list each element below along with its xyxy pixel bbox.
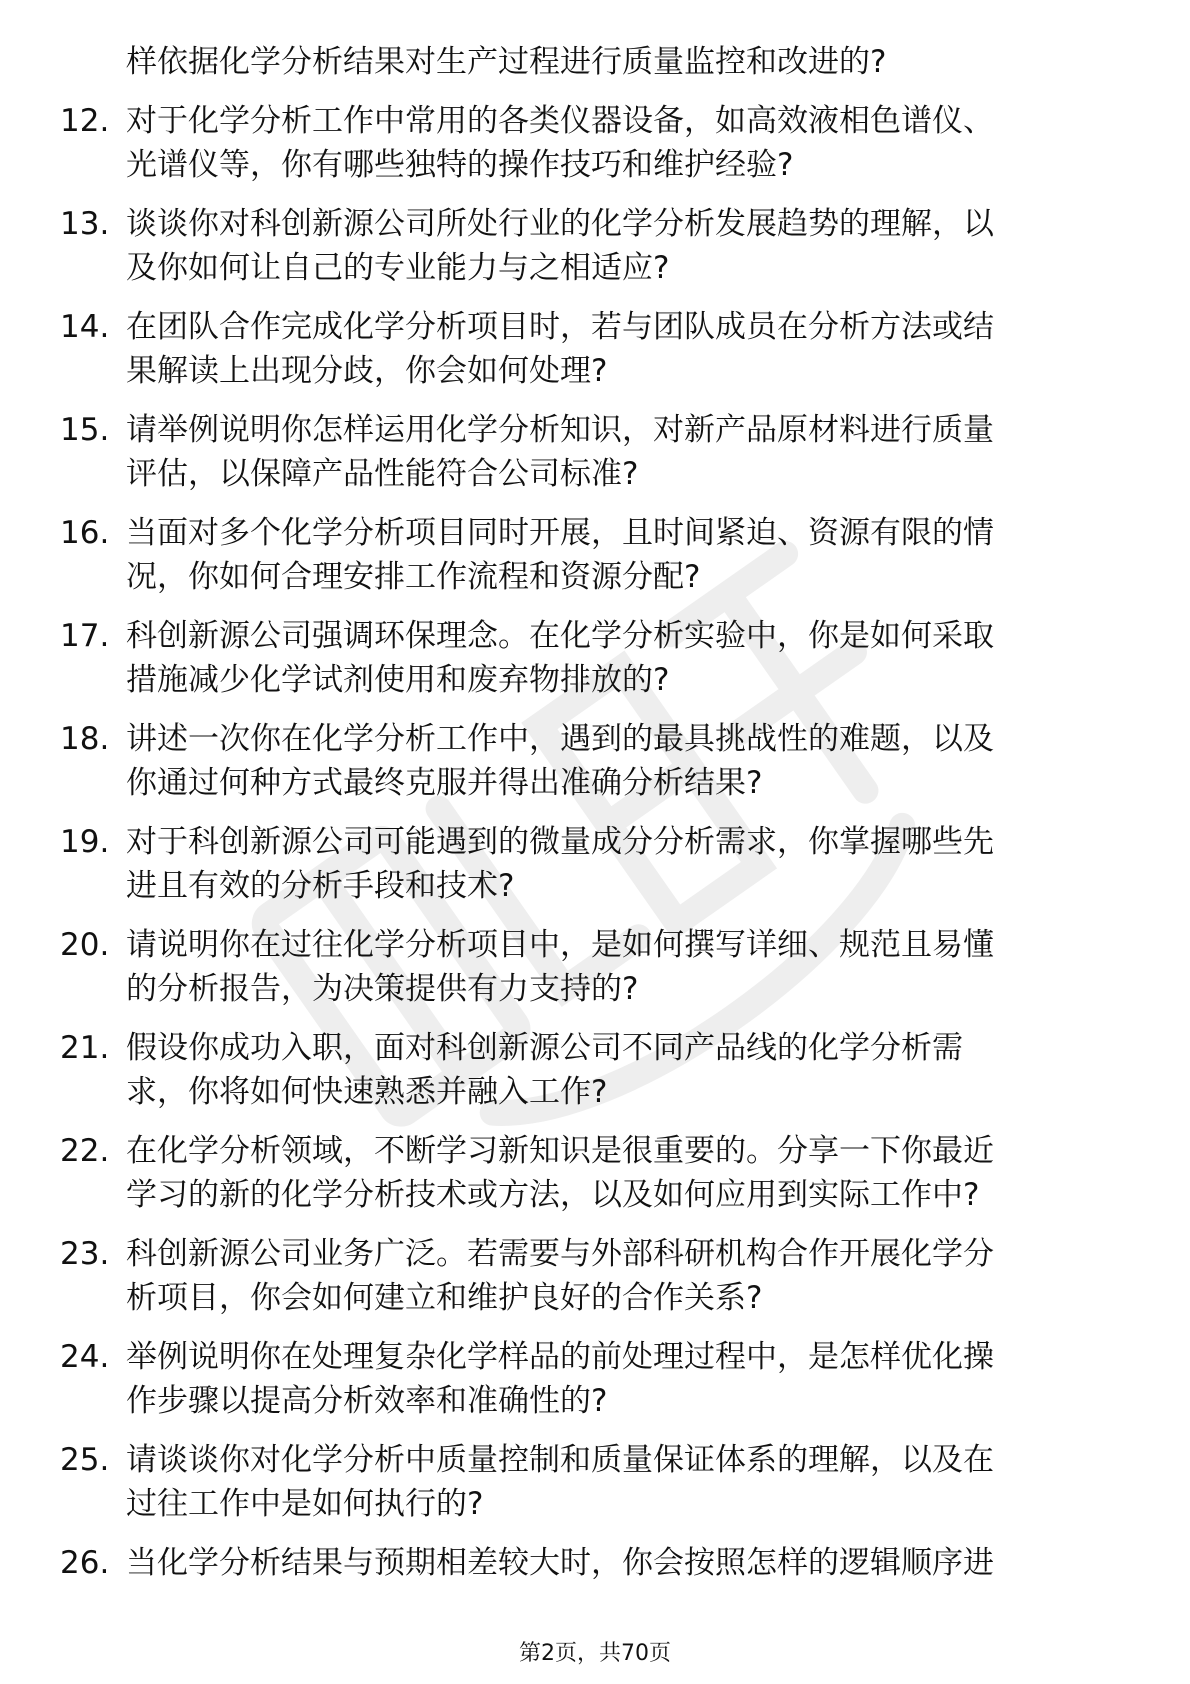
question-list	[60, 40, 1120, 1600]
question-line: 科创新源公司业务广泛。若需要与外部科研机构合作开展化学分	[126, 1236, 994, 1272]
question-line: 进且有效的分析手段和技术?	[126, 868, 515, 904]
question-line: 谈谈你对科创新源公司所处行业的化学分析发展趋势的理解，以	[126, 206, 994, 242]
question-line: 对于科创新源公司可能遇到的微量成分分析需求，你掌握哪些先	[126, 824, 994, 860]
question-text	[126, 408, 1120, 496]
question-number: 20.	[60, 927, 110, 963]
question-line: 当面对多个化学分析项目同时开展，且时间紧迫、资源有限的情	[126, 515, 994, 551]
list-item	[60, 99, 1120, 187]
question-line: 举例说明你在处理复杂化学样品的前处理过程中，是怎样优化操	[126, 1339, 994, 1375]
question-line: 在团队合作完成化学分析项目时，若与团队成员在分析方法或结	[126, 309, 994, 345]
question-line: 过往工作中是如何执行的?	[126, 1486, 484, 1522]
question-line: 你通过何种方式最终克服并得出准确分析结果?	[126, 765, 763, 801]
question-line: 求，你将如何快速熟悉并融入工作?	[126, 1074, 608, 1110]
question-number: 22.	[60, 1133, 110, 1169]
question-line: 况，你如何合理安排工作流程和资源分配?	[126, 559, 701, 595]
question-line: 请谈谈你对化学分析中质量控制和质量保证体系的理解，以及在	[126, 1442, 994, 1478]
question-text	[126, 1232, 1120, 1320]
question-number: 15.	[60, 412, 110, 448]
question-line: 果解读上出现分歧，你会如何处理?	[126, 353, 608, 389]
question-line: 请举例说明你怎样运用化学分析知识，对新产品原材料进行质量	[126, 412, 994, 448]
question-text	[126, 614, 1120, 702]
list-item	[60, 305, 1120, 393]
question-number: 16.	[60, 515, 110, 551]
question-text	[126, 1335, 1120, 1423]
list-item	[60, 202, 1120, 290]
question-number: 12.	[60, 103, 110, 139]
list-item	[60, 1026, 1120, 1114]
question-text	[126, 511, 1120, 599]
question-line: 措施减少化学试剂使用和废弃物排放的?	[126, 662, 670, 698]
question-number: 24.	[60, 1339, 110, 1375]
question-text	[126, 1541, 1120, 1585]
question-number: 19.	[60, 824, 110, 860]
question-number: 17.	[60, 618, 110, 654]
question-line: 析项目，你会如何建立和维护良好的合作关系?	[126, 1280, 763, 1316]
question-text	[126, 923, 1120, 1011]
question-number: 26.	[60, 1545, 110, 1581]
list-item	[60, 1541, 1120, 1585]
question-line: 当化学分析结果与预期相差较大时，你会按照怎样的逻辑顺序进	[126, 1545, 994, 1581]
question-text	[126, 1026, 1120, 1114]
question-number: 21.	[60, 1030, 110, 1066]
list-item	[60, 614, 1120, 702]
question-line: 学习的新的化学分析技术或方法，以及如何应用到实际工作中?	[126, 1177, 980, 1213]
list-item	[60, 717, 1120, 805]
question-text	[126, 820, 1120, 908]
question-line: 请说明你在过往化学分析项目中，是如何撰写详细、规范且易懂	[126, 927, 994, 963]
question-text	[126, 1438, 1120, 1526]
question-text	[126, 99, 1120, 187]
question-line: 评估，以保障产品性能符合公司标准?	[126, 456, 639, 492]
list-item	[60, 1129, 1120, 1217]
question-line: 的分析报告，为决策提供有力支持的?	[126, 971, 639, 1007]
question-line: 在化学分析领域，不断学习新知识是很重要的。分享一下你最近	[126, 1133, 994, 1169]
continuation-text: 样依据化学分析结果对生产过程进行质量监控和改进的?	[126, 44, 887, 80]
question-line: 假设你成功入职，面对科创新源公司不同产品线的化学分析需	[126, 1030, 963, 1066]
question-number: 23.	[60, 1236, 110, 1272]
question-line: 及你如何让自己的专业能力与之相适应?	[126, 250, 670, 286]
question-text	[126, 305, 1120, 393]
question-number: 25.	[60, 1442, 110, 1478]
question-line: 科创新源公司强调环保理念。在化学分析实验中，你是如何采取	[126, 618, 994, 654]
question-line: 对于化学分析工作中常用的各类仪器设备，如高效液相色谱仪、	[126, 103, 994, 139]
list-item	[60, 408, 1120, 496]
question-line: 光谱仪等，你有哪些独特的操作技巧和维护经验?	[126, 147, 794, 183]
question-number: 18.	[60, 721, 110, 757]
question-number: 14.	[60, 309, 110, 345]
question-text	[126, 717, 1120, 805]
question-number: 13.	[60, 206, 110, 242]
list-item	[60, 820, 1120, 908]
list-item	[60, 1438, 1120, 1526]
question-text	[126, 1129, 1120, 1217]
list-item	[60, 1335, 1120, 1423]
list-item	[60, 511, 1120, 599]
question-text	[126, 202, 1120, 290]
question-line: 作步骤以提高分析效率和准确性的?	[126, 1383, 608, 1419]
list-item	[60, 1232, 1120, 1320]
question-line: 讲述一次你在化学分析工作中，遇到的最具挑战性的难题，以及	[126, 721, 994, 757]
page-number: 第2页，共70页	[519, 1641, 671, 1666]
list-item	[60, 923, 1120, 1011]
